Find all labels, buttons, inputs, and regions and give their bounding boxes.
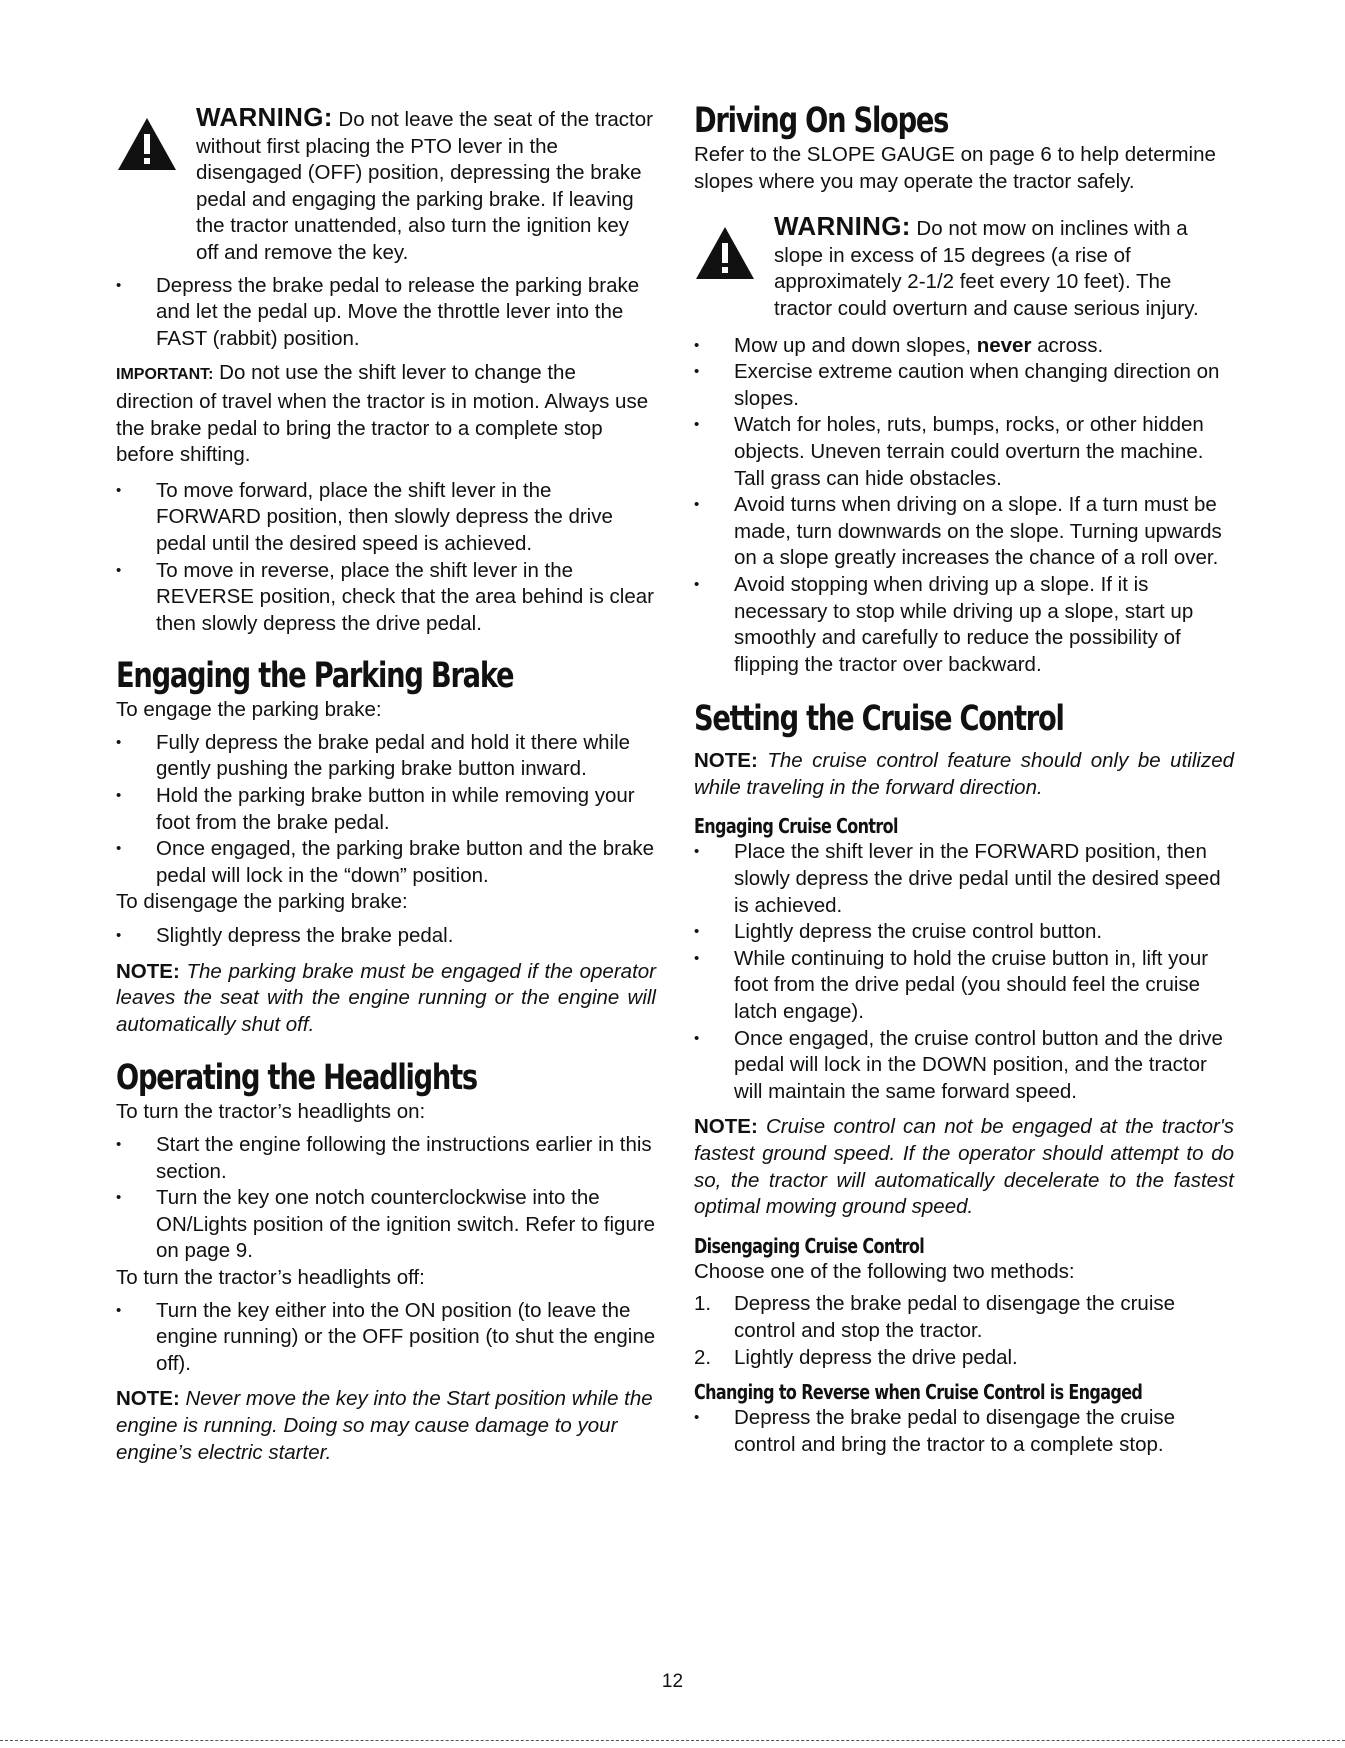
paragraph: To disengage the parking brake:	[116, 890, 408, 914]
paragraph: To turn the tractor’s headlights off:	[116, 1265, 425, 1289]
list-item: • Start the engine following the instructions earlier in this section.	[116, 1132, 656, 1185]
bullet-list	[694, 333, 1234, 679]
bullet-list	[116, 730, 656, 890]
note-paragraph: NOTE: The parking brake must be engaged if the operator leaves the seat with the engine running or the engine will automatically shut off.	[116, 959, 656, 1036]
list-item: • Depress the brake pedal to release the parking brake and let the pedal up. Move the throttle lever into the FAST (rabbit) position.	[116, 273, 656, 353]
section-heading-headlights: Operating the Headlights	[116, 1058, 477, 1099]
list-item: • Fully depress the brake pedal and hold it there while gently pushing the parking brake button inward.	[116, 730, 656, 783]
bullet-list	[116, 273, 656, 353]
bullet-list	[116, 478, 656, 638]
list-item: • Turn the key either into the ON position (to leave the engine running) or the OFF position (to shut the engine off).	[116, 1298, 656, 1378]
list-item: 1. Depress the brake pedal to disengage the cruise control and stop the tractor.	[694, 1292, 1176, 1342]
left-column	[116, 104, 656, 1466]
warning-text: WARNING: Do not mow on inclines with a slope in excess of 15 degrees (a rise of approximately 2-1/2 feet every 10 feet). The tractor could overturn and cause serious injury.	[774, 211, 1199, 320]
subheading-reverse-cruise: Changing to Reverse when Cruise Control is Engaged	[694, 1380, 1143, 1405]
list-item: • Mow up and down slopes, never across.	[694, 333, 1234, 360]
bullet-list	[694, 1405, 1234, 1458]
warning-block	[694, 213, 1234, 322]
numbered-list	[694, 1291, 1234, 1371]
list-item: • Once engaged, the parking brake button and the brake pedal will lock in the “down” position.	[116, 836, 656, 889]
bullet-list	[116, 1298, 656, 1378]
bullet-list	[694, 839, 1234, 1105]
list-item: • Slightly depress the brake pedal.	[116, 923, 656, 950]
warning-triangle-icon	[116, 116, 178, 172]
list-item: 2. Lightly depress the drive pedal.	[694, 1345, 1018, 1369]
list-item: • Watch for holes, ruts, bumps, rocks, or other hidden objects. Uneven terrain could overturn the machine. Tall grass can hide obstacles.	[694, 412, 1234, 492]
note-paragraph: NOTE: The cruise control feature should only be utilized while traveling in the forward direction.	[694, 749, 1234, 799]
warning-text: WARNING: Do not leave the seat of the tractor without first placing the PTO lever in the disengaged (OFF) position, depressing the brake pedal and engaging the parking brake. If leaving the tractor unattended, also turn the ignition key off and remove the key.	[196, 102, 653, 264]
important-paragraph: IMPORTANT: Do not use the shift lever to change the direction of travel when the tractor is in motion. Always use the brake pedal to bring the tractor to a complete stop before shifting.	[116, 361, 649, 467]
list-item: • Place the shift lever in the FORWARD position, then slowly depress the drive pedal until the desired speed is achieved.	[694, 839, 1234, 919]
paragraph: To turn the tractor’s headlights on:	[116, 1100, 426, 1124]
list-item: • While continuing to hold the cruise button in, lift your foot from the drive pedal (you should feel the cruise latch engage).	[694, 946, 1234, 1026]
section-heading-parking-brake: Engaging the Parking Brake	[116, 656, 514, 697]
warning-triangle-icon	[694, 225, 756, 281]
subheading-engaging-cruise: Engaging Cruise Control	[694, 814, 898, 839]
paragraph: To engage the parking brake:	[116, 698, 382, 722]
bullet-list	[116, 923, 656, 950]
paragraph: Refer to the SLOPE GAUGE on page 6 to help determine slopes where you may operate the tractor safely.	[694, 143, 1216, 193]
paragraph: Choose one of the following two methods:	[694, 1259, 1075, 1283]
right-column	[694, 100, 1234, 1458]
page-number: 12	[661, 1671, 684, 1692]
list-item: • Lightly depress the cruise control button.	[694, 919, 1234, 946]
list-item: • Once engaged, the cruise control button and the drive pedal will lock in the DOWN position, and the tractor will maintain the same forward speed.	[694, 1026, 1234, 1106]
note-paragraph: NOTE: Never move the key into the Start position while the engine is running. Doing so may cause damage to your engine’s electric starter.	[116, 1387, 653, 1464]
note-paragraph: NOTE: Cruise control can not be engaged at the tractor's fastest ground speed. If the operator should attempt to do so, the tractor will automatically decelerate to the fastest optimal mowing ground speed.	[694, 1115, 1234, 1219]
section-heading-cruise-control: Setting the Cruise Control	[694, 699, 1064, 740]
list-item: • Depress the brake pedal to disengage the cruise control and bring the tractor to a complete stop.	[694, 1405, 1234, 1458]
list-item: • Avoid stopping when driving up a slope. If it is necessary to stop while driving up a slope, start up smoothly and carefully to reduce the possibility of flipping the tractor over backward.	[694, 572, 1234, 678]
list-item: • Hold the parking brake button in while removing your foot from the brake pedal.	[116, 783, 656, 836]
list-item: • To move forward, place the shift lever in the FORWARD position, then slowly depress the drive pedal until the desired speed is achieved.	[116, 478, 656, 558]
warning-block	[116, 104, 656, 267]
list-item: • Avoid turns when driving on a slope. If a turn must be made, turn downwards on the slope. Turning upwards on a slope greatly increases the chance of a roll over.	[694, 492, 1234, 572]
list-item: • Turn the key one notch counterclockwise into the ON/Lights position of the ignition switch. Refer to figure on page 9.	[116, 1185, 656, 1265]
bullet-list	[116, 1132, 656, 1265]
list-item: • Exercise extreme caution when changing direction on slopes.	[694, 359, 1234, 412]
list-item: • To move in reverse, place the shift lever in the REVERSE position, check that the area behind is clear then slowly depress the drive pedal.	[116, 558, 656, 638]
bottom-rule	[0, 1740, 1345, 1741]
subheading-disengaging-cruise: Disengaging Cruise Control	[694, 1233, 925, 1258]
section-heading-slopes: Driving On Slopes	[694, 101, 949, 141]
